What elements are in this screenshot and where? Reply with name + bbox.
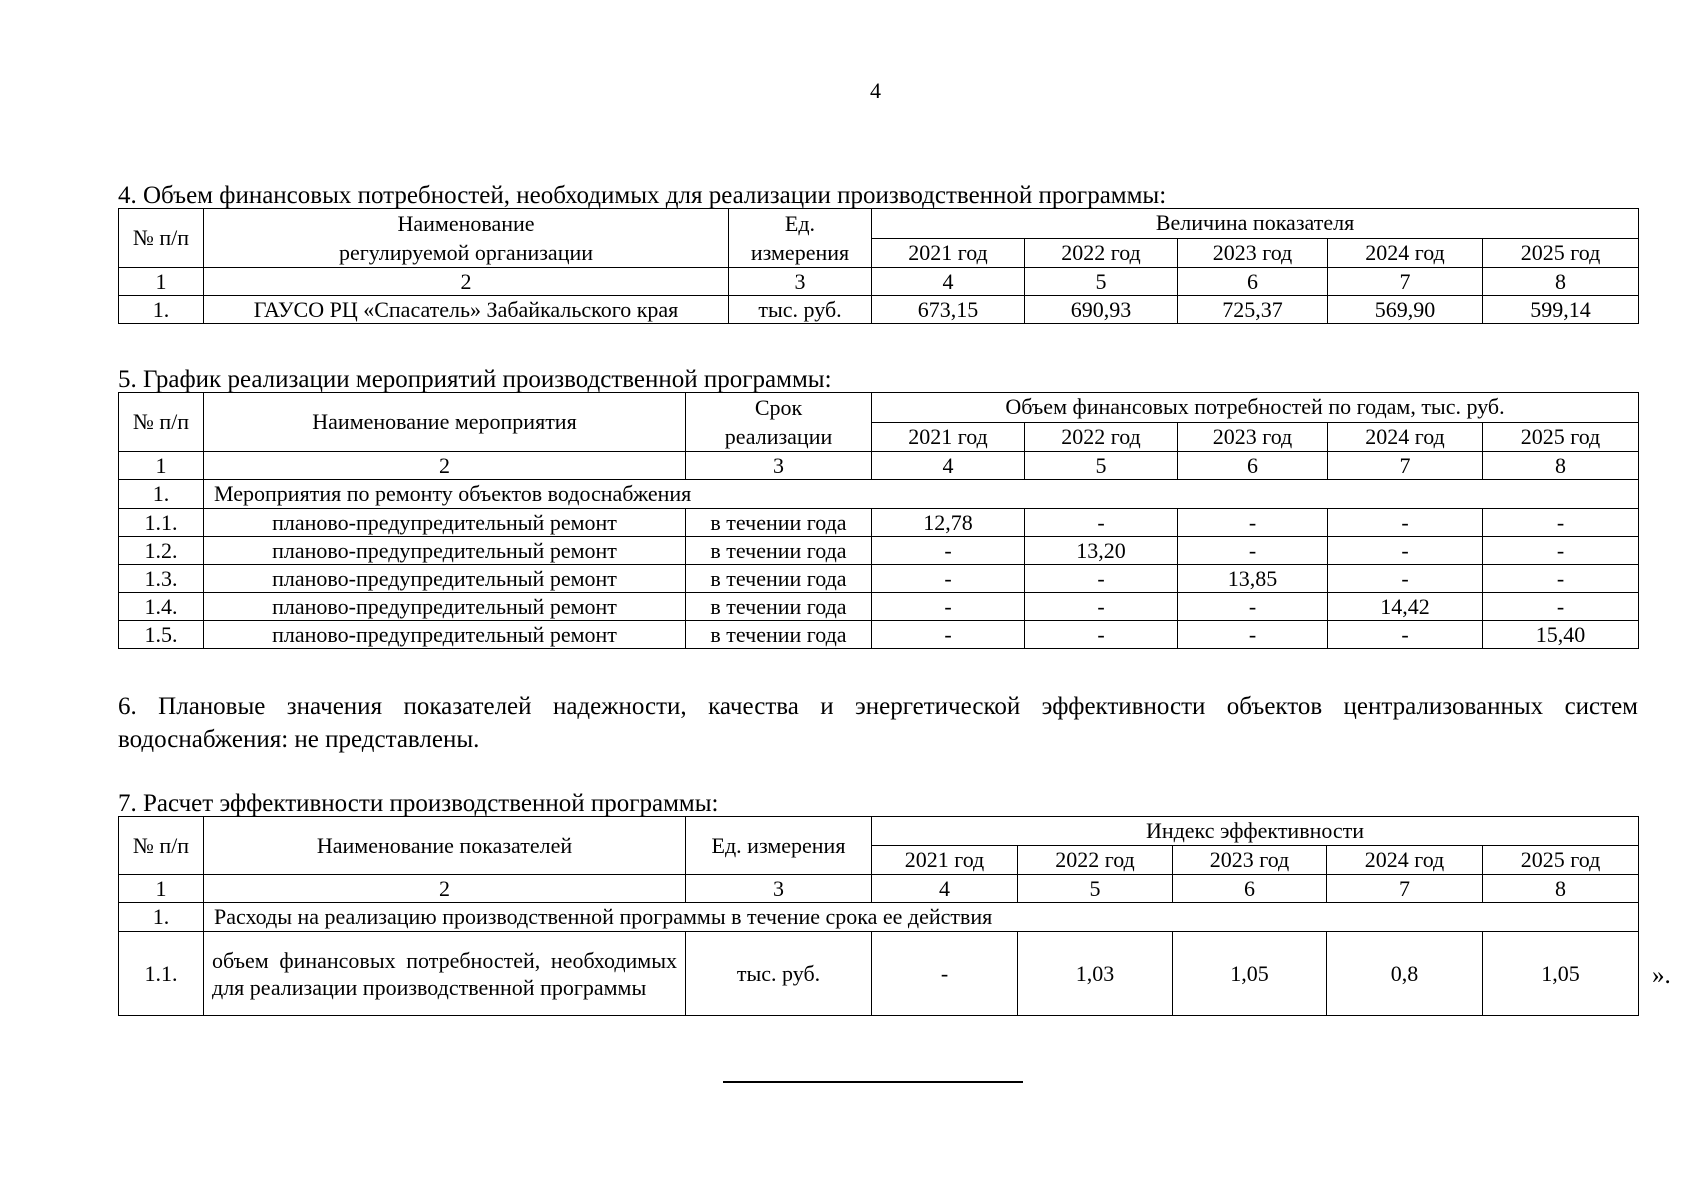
footer-divider (723, 1081, 1023, 1083)
row-value: - (1025, 509, 1178, 537)
header-group: Объем финансовых потребностей по годам, тыс. руб. (872, 393, 1639, 423)
header-year: 2025 год (1483, 846, 1639, 875)
table-row (119, 537, 1639, 565)
table-row (119, 565, 1639, 593)
index-cell: 7 (1327, 875, 1483, 903)
row-value: - (1178, 537, 1328, 565)
index-cell: 1 (119, 268, 204, 296)
row-value: 12,78 (872, 509, 1025, 537)
row-value: 569,90 (1328, 296, 1483, 324)
header-unit (729, 209, 872, 268)
header-year: 2025 год (1483, 422, 1639, 452)
index-cell: 2 (204, 452, 686, 480)
row-value: - (1328, 509, 1483, 537)
row-value: - (1178, 593, 1328, 621)
index-cell: 3 (729, 268, 872, 296)
row-num: 1.4. (119, 593, 204, 621)
row-value: - (1328, 565, 1483, 593)
index-cell: 2 (204, 268, 729, 296)
row-value: 1,05 (1173, 932, 1327, 1016)
header-year: 2024 год (1328, 238, 1483, 268)
row-num: 1.1. (119, 932, 204, 1016)
column-index-row (119, 452, 1639, 480)
row-value: - (1328, 537, 1483, 565)
index-cell: 8 (1483, 268, 1639, 296)
row-unit: тыс. руб. (729, 296, 872, 324)
row-value: - (872, 565, 1025, 593)
row-num: 1.1. (119, 509, 204, 537)
header-org (204, 209, 729, 268)
row-value: 690,93 (1025, 296, 1178, 324)
row-value: 725,37 (1178, 296, 1328, 324)
row-value: - (1178, 509, 1328, 537)
row-value: - (872, 593, 1025, 621)
schedule-table (118, 392, 1639, 649)
row-num: 1. (119, 296, 204, 324)
row-value: 673,15 (872, 296, 1025, 324)
index-cell: 5 (1025, 268, 1178, 296)
row-num: 1.2. (119, 537, 204, 565)
header-year: 2022 год (1025, 238, 1178, 268)
efficiency-table (118, 816, 1639, 1016)
row-value: - (872, 537, 1025, 565)
row-name: планово-предупредительный ремонт (204, 565, 686, 593)
index-cell: 8 (1483, 452, 1639, 480)
row-value: - (1483, 509, 1639, 537)
index-cell: 1 (119, 875, 204, 903)
table-row (119, 932, 1639, 1016)
table-row (119, 296, 1639, 324)
row-value: - (1483, 565, 1639, 593)
row-value: 1,05 (1483, 932, 1639, 1016)
section6-paragraph: 6. Плановые значения показателей надежности, качества и энергетической эффективности объектов централизованных систем водоснабжения: не представлены. (118, 693, 1638, 753)
row-num: 1.3. (119, 565, 204, 593)
row-name: объем финансовых потребностей, необходимых для реализации производственной программы (204, 932, 686, 1016)
row-name: планово-предупредительный ремонт (204, 621, 686, 649)
header-num: № п/п (119, 817, 204, 875)
section5-heading: 5. График реализации мероприятий производственной программы: (118, 366, 832, 393)
row-value: 13,20 (1025, 537, 1178, 565)
header-year: 2021 год (872, 846, 1018, 875)
index-cell: 6 (1173, 875, 1327, 903)
header-year: 2023 год (1178, 422, 1328, 452)
index-cell: 3 (686, 875, 872, 903)
row-org: ГАУСО РЦ «Спасатель» Забайкальского края (204, 296, 729, 324)
table-row (119, 509, 1639, 537)
row-value: - (1483, 537, 1639, 565)
row-value: 13,85 (1178, 565, 1328, 593)
index-cell: 2 (204, 875, 686, 903)
row-value: 599,14 (1483, 296, 1639, 324)
header-group: Индекс эффективности (872, 817, 1639, 846)
header-num: № п/п (119, 393, 204, 452)
row-term: в течении года (686, 621, 872, 649)
row-value: - (1328, 621, 1483, 649)
index-cell: 1 (119, 452, 204, 480)
financial-needs-table (118, 208, 1639, 324)
row-name: планово-предупредительный ремонт (204, 593, 686, 621)
row-value: 14,42 (1328, 593, 1483, 621)
table-row (119, 593, 1639, 621)
index-cell: 3 (686, 452, 872, 480)
row-num: 1.5. (119, 621, 204, 649)
row-value: 15,40 (1483, 621, 1639, 649)
index-cell: 6 (1178, 268, 1328, 296)
header-term (686, 393, 872, 452)
table-row (119, 621, 1639, 649)
index-cell: 5 (1018, 875, 1173, 903)
row-value: - (1025, 621, 1178, 649)
row-name: планово-предупредительный ремонт (204, 537, 686, 565)
row-term: в течении года (686, 593, 872, 621)
index-cell: 5 (1025, 452, 1178, 480)
header-year: 2024 год (1328, 422, 1483, 452)
index-cell: 7 (1328, 268, 1483, 296)
section7-heading: 7. Расчет эффективности производственной программы: (118, 790, 719, 817)
header-year: 2021 год (872, 238, 1025, 268)
column-index-row (119, 268, 1639, 296)
row-value: - (1178, 621, 1328, 649)
section4-heading: 4. Объем финансовых потребностей, необходимых для реализации производственной программы: (118, 182, 1167, 209)
closing-quote-mark: ». (1652, 962, 1671, 989)
row-unit: тыс. руб. (686, 932, 872, 1016)
header-year: 2022 год (1018, 846, 1173, 875)
header-year: 2022 год (1025, 422, 1178, 452)
header-num: № п/п (119, 209, 204, 268)
header-name: Наименование мероприятия (204, 393, 686, 452)
row-term: в течении года (686, 509, 872, 537)
header-org-line1: Наименование (397, 211, 535, 236)
group-row (119, 480, 1639, 509)
row-value: - (872, 621, 1025, 649)
row-value: - (1025, 593, 1178, 621)
header-org-line2: регулируемой организации (338, 240, 594, 265)
column-index-row (119, 875, 1639, 903)
header-unit: Ед. измерения (686, 817, 872, 875)
row-value: 0,8 (1327, 932, 1483, 1016)
group-num: 1. (119, 480, 204, 509)
header-year: 2025 год (1483, 238, 1639, 268)
row-name: планово-предупредительный ремонт (204, 509, 686, 537)
header-unit-line2: измерения (750, 240, 850, 265)
index-cell: 7 (1328, 452, 1483, 480)
header-year: 2023 год (1173, 846, 1327, 875)
index-cell: 8 (1483, 875, 1639, 903)
row-value: - (1025, 565, 1178, 593)
header-year: 2021 год (872, 422, 1025, 452)
row-value: - (872, 932, 1018, 1016)
row-value: 1,03 (1018, 932, 1173, 1016)
index-cell: 6 (1178, 452, 1328, 480)
header-term-line1: Срок (754, 395, 803, 420)
index-cell: 4 (872, 875, 1018, 903)
group-row (119, 903, 1639, 932)
header-term-line2: реализации (724, 424, 833, 449)
group-num: 1. (119, 903, 204, 932)
index-cell: 4 (872, 268, 1025, 296)
header-name: Наименование показателей (204, 817, 686, 875)
header-year: 2023 год (1178, 238, 1328, 268)
row-term: в течении года (686, 537, 872, 565)
group-label: Расходы на реализацию производственной программы в течение срока ее действия (204, 903, 1639, 932)
index-cell: 4 (872, 452, 1025, 480)
header-group: Величина показателя (872, 209, 1639, 239)
group-label: Мероприятия по ремонту объектов водоснабжения (204, 480, 1639, 509)
header-unit-line1: Ед. (784, 211, 816, 236)
header-year: 2024 год (1327, 846, 1483, 875)
row-term: в течении года (686, 565, 872, 593)
row-value: - (1483, 593, 1639, 621)
page-number: 4 (870, 78, 881, 103)
